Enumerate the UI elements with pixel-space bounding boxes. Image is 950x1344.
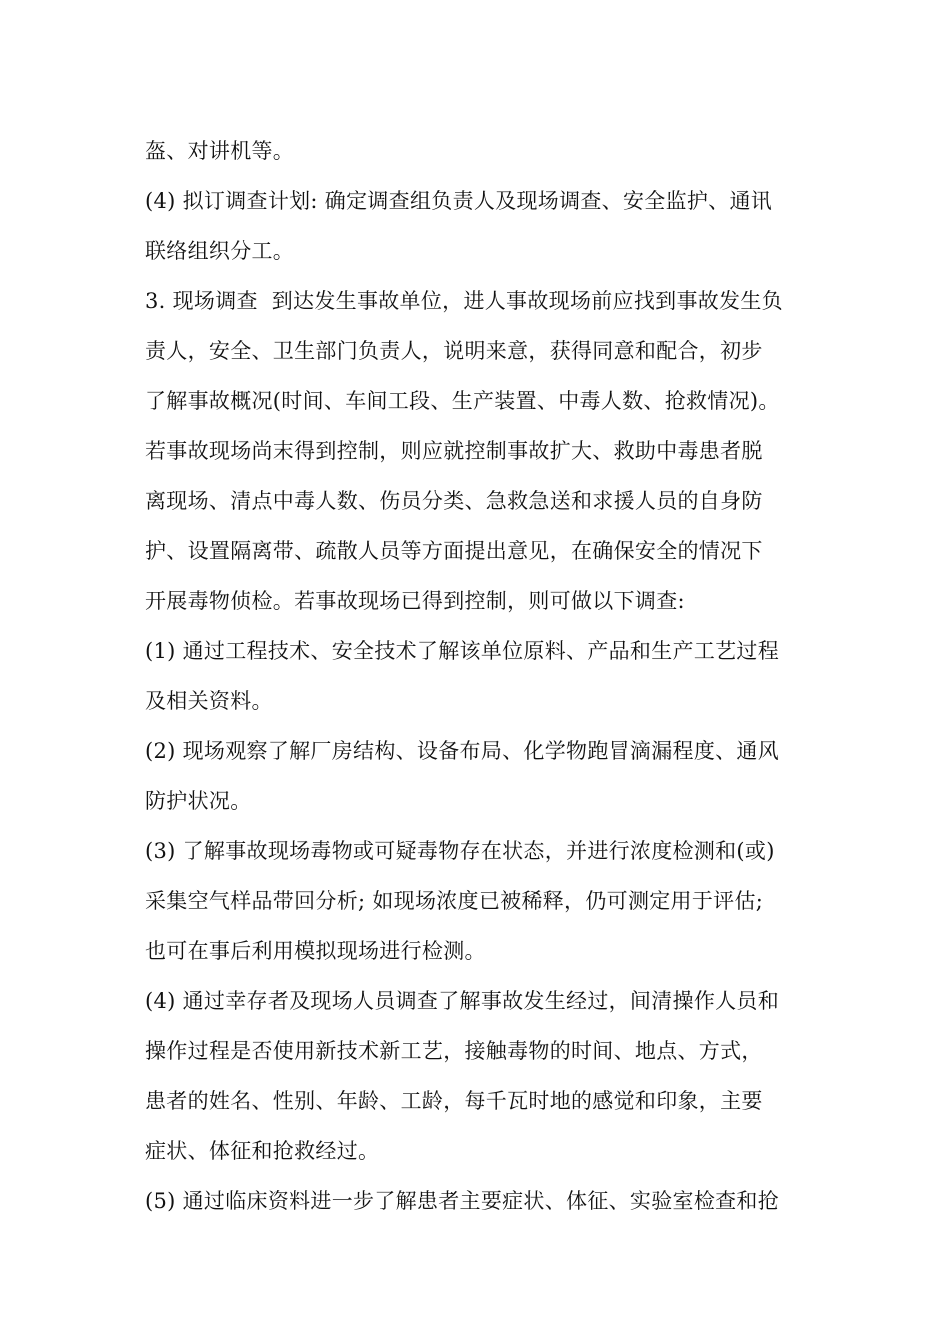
text-line: (1) 通过工程技术、安全技术了解该单位原料、产品和生产工艺过程	[145, 639, 780, 663]
text-line: 联络组织分工。	[145, 239, 295, 263]
text-line: (4) 通过幸存者及现场人员调查了解事故发生经过，间清操作人员和	[145, 989, 780, 1013]
text-line: 及相关资料。	[145, 689, 273, 713]
text-line: 责人，安全、卫生部门负责人，说明来意，获得同意和配合，初步	[145, 339, 763, 363]
text-line: 患者的姓名、性别、年龄、工龄，每千瓦时地的感觉和印象，主要	[145, 1089, 763, 1113]
text-line: (2) 现场观察了解厂房结构、设备布局、化学物跑冒滴漏程度、通风	[145, 739, 780, 763]
text-line: 防护状况。	[145, 789, 252, 813]
text-line: 离现场、清点中毒人数、伤员分类、急救急送和求援人员的自身防	[145, 489, 763, 513]
text-line: 也可在事后利用模拟现场进行检测。	[145, 939, 486, 963]
text-line: 采集空气样品带回分析; 如现场浓度已被稀释，仍可测定用于评估;	[145, 889, 764, 913]
text-line: 操作过程是否使用新技术新工艺，接触毒物的时间、地点、方式，	[145, 1039, 763, 1063]
text-line: (3) 了解事故现场毒物或可疑毒物存在状态，并进行浓度检测和(或)	[145, 839, 775, 863]
text-line: 若事故现场尚末得到控制，则应就控制事故扩大、救助中毒患者脱	[145, 439, 763, 463]
text-line: (5) 通过临床资料进一步了解患者主要症状、体征、实验室检查和抢	[145, 1189, 780, 1213]
text-line: 3. 现场调查 到达发生事故单位，进人事故现场前应找到事故发生负	[145, 289, 783, 313]
text-line: 护、设置隔离带、疏散人员等方面提出意见，在确保安全的情况下	[145, 539, 763, 563]
text-line: 开展毒物侦检。若事故现场已得到控制，则可做以下调查:	[145, 589, 685, 613]
text-line: (4) 拟订调查计划: 确定调查组负责人及现场调查、安全监护、通讯	[145, 189, 773, 213]
text-line: 盔、对讲机等。	[145, 139, 295, 163]
text-line: 症状、体征和抢救经过。	[145, 1139, 380, 1163]
text-line: 了解事故概况(时间、车间工段、生产装置、中毒人数、抢救情况)。	[145, 389, 780, 413]
